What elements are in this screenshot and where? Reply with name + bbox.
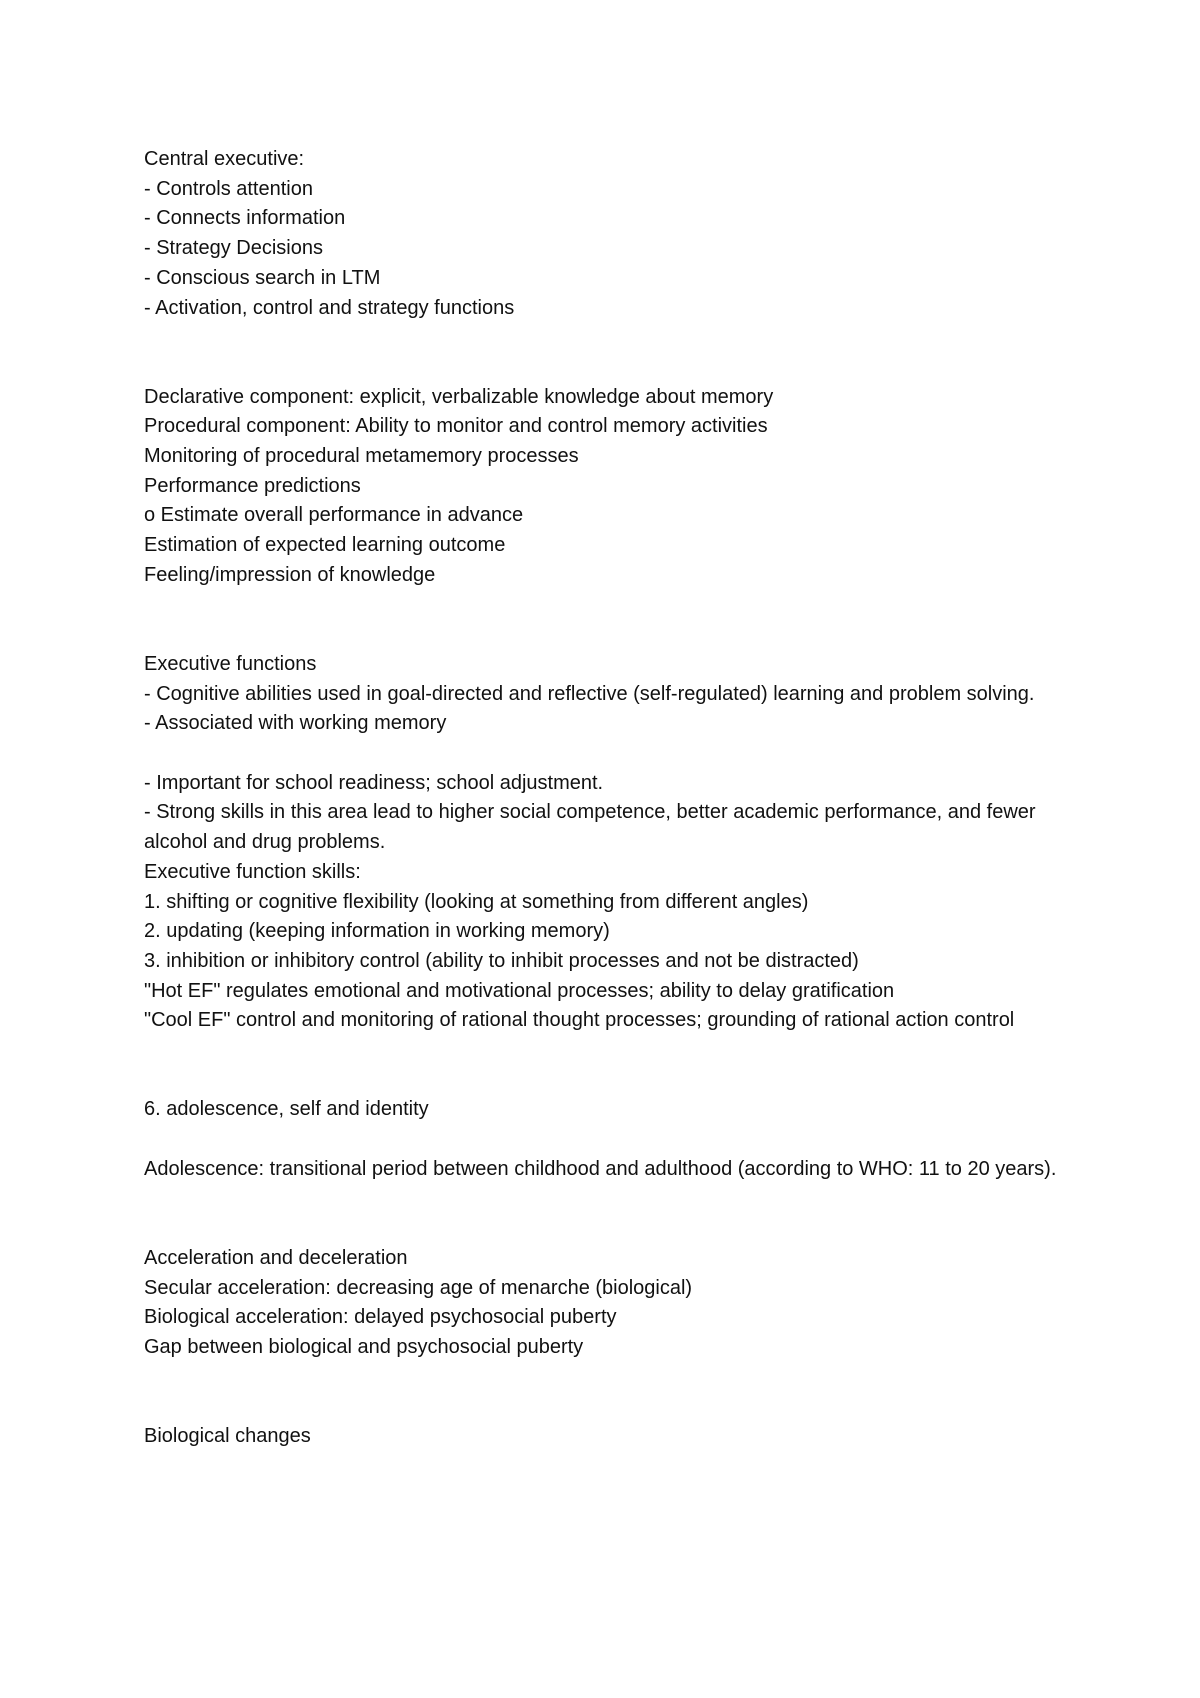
- metamemory-line: Monitoring of procedural metamemory processes: [144, 445, 579, 467]
- spacer: [144, 591, 1074, 621]
- spacer: [144, 323, 1074, 353]
- biological-changes-heading: Biological changes: [144, 1425, 311, 1448]
- central-executive-heading: Central executive:: [144, 148, 305, 170]
- executive-functions-heading: Executive functions: [144, 652, 317, 675]
- acceleration-line: Gap between biological and psychosocial puberty: [144, 1335, 584, 1358]
- list-item: - Controls attention: [144, 177, 313, 200]
- spacer: [144, 1036, 1074, 1066]
- list-item: - Activation, control and strategy functions: [144, 296, 515, 319]
- list-item: - Cognitive abilities used in goal-directed and reflective (self-regulated) learning and problem solving.: [144, 682, 1035, 705]
- list-item: - Connects information: [144, 207, 346, 230]
- skill-item: 1. shifting or cognitive flexibility (looking at something from different angles): [144, 890, 809, 913]
- spacer: [144, 1066, 1074, 1096]
- spacer: [144, 1184, 1074, 1214]
- acceleration-line: Biological acceleration: delayed psychosocial puberty: [144, 1306, 617, 1329]
- skill-item: 2. updating (keeping information in working memory): [144, 920, 610, 943]
- spacer: [144, 1214, 1074, 1244]
- spacer: [144, 1392, 1074, 1422]
- list-item: - Conscious search in LTM: [144, 266, 381, 289]
- list-item: - Important for school readiness; school adjustment.: [144, 771, 604, 794]
- acceleration-line: Secular acceleration: decreasing age of menarche (biological): [144, 1276, 693, 1299]
- adolescence-definition: Adolescence: transitional period between childhood and adulthood (according to WHO: 11 to 20 years).: [144, 1157, 1057, 1180]
- metamemory-line: Estimation of expected learning outcome: [144, 534, 506, 557]
- section-title: 6. adolescence, self and identity: [144, 1098, 429, 1121]
- spacer: [144, 739, 1074, 769]
- cool-ef-line: "Cool EF" control and monitoring of rational thought processes; grounding of rational action control: [144, 1009, 1015, 1032]
- skills-heading: Executive function skills:: [144, 860, 361, 883]
- metamemory-line: Declarative component: explicit, verbalizable knowledge about memory: [144, 385, 774, 408]
- list-item: - Strong skills in this area lead to higher social competence, better academic performance, and fewer alcohol and drug problems.: [144, 801, 1042, 854]
- metamemory-line: Feeling/impression of knowledge: [144, 563, 436, 586]
- metamemory-line: Performance predictions: [144, 474, 361, 497]
- document-body: [144, 145, 1074, 1452]
- list-item: - Strategy Decisions: [144, 237, 323, 260]
- list-item: - Associated with working memory: [144, 712, 447, 735]
- hot-ef-line: "Hot EF" regulates emotional and motivational processes; ability to delay gratification: [144, 979, 895, 1002]
- skill-item: 3. inhibition or inhibitory control (ability to inhibit processes and not be distracted): [144, 949, 859, 972]
- spacer: [144, 353, 1074, 383]
- metamemory-line: o Estimate overall performance in advance: [144, 504, 524, 527]
- spacer: [144, 620, 1074, 650]
- metamemory-line: Procedural component: Ability to monitor and control memory activities: [144, 415, 768, 438]
- spacer: [144, 1125, 1074, 1155]
- spacer: [144, 1363, 1074, 1393]
- acceleration-heading: Acceleration and deceleration: [144, 1246, 408, 1269]
